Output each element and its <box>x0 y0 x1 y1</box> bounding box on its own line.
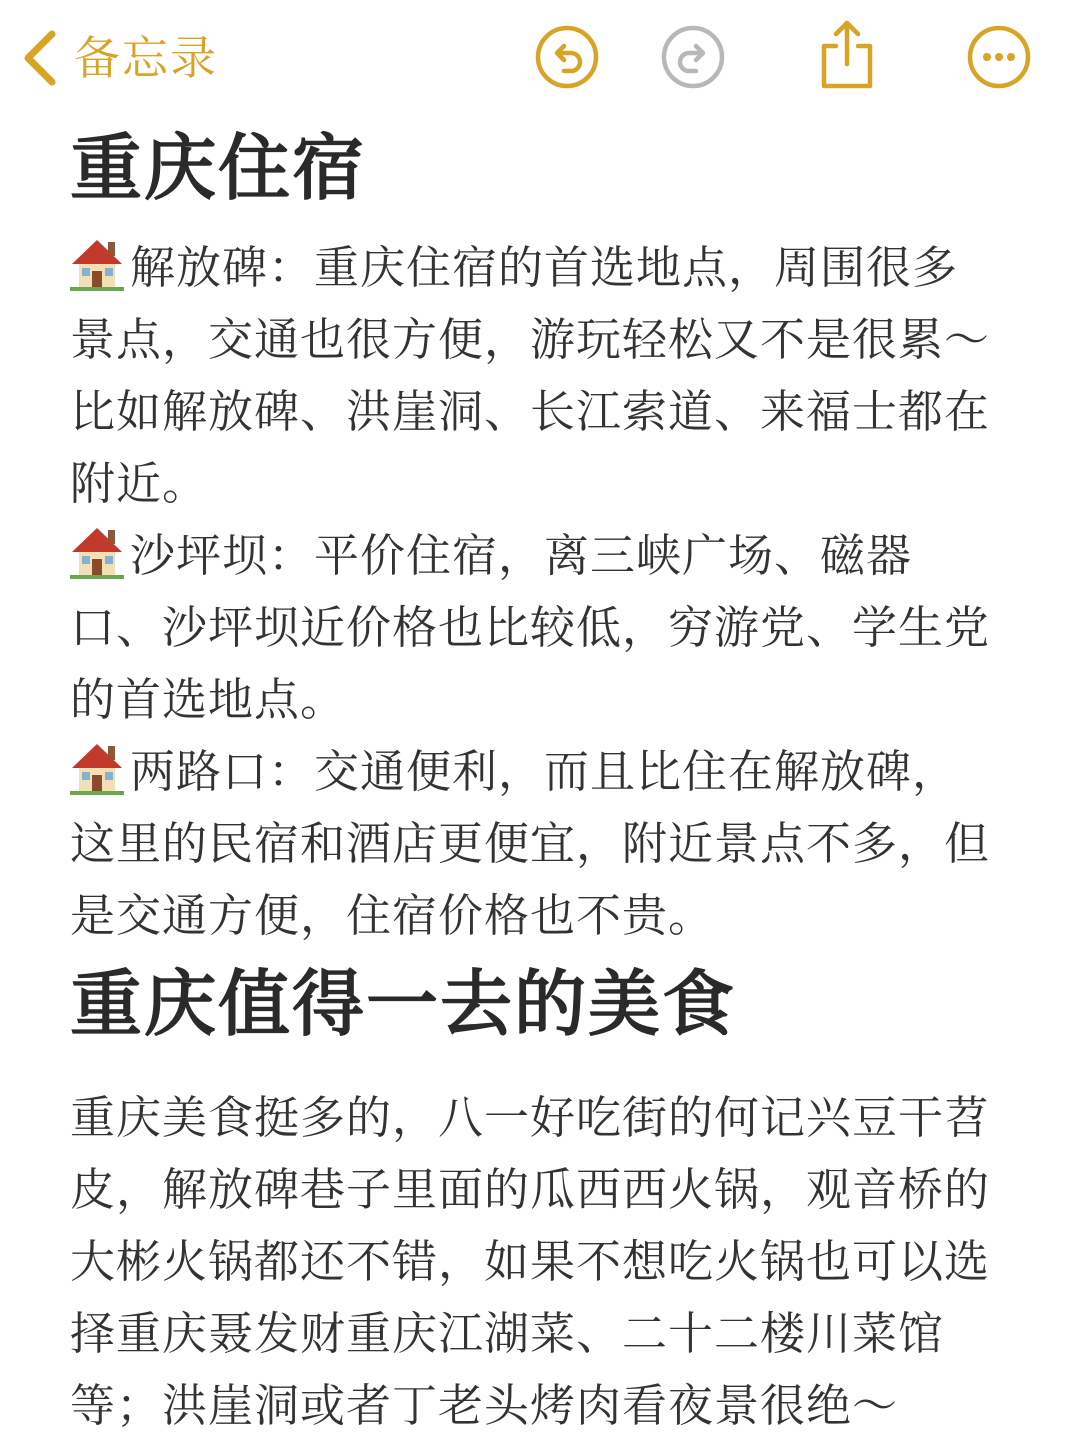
accommodation-item-lianglukou <box>70 736 1020 952</box>
text-line: 这里的民宿和酒店更便宜，附近景点不多，但 <box>70 817 991 870</box>
undo-icon <box>534 24 600 90</box>
heading-accommodation: 重庆住宿 <box>70 126 367 210</box>
text-line: 景点，交通也很方便，游玩轻松又不是很累～ <box>70 313 991 366</box>
share-icon <box>814 18 880 92</box>
text-line: 附近。 <box>70 457 209 510</box>
share-button[interactable] <box>814 18 880 92</box>
text-line: 择重庆聂发财重庆江湖菜、二十二楼川菜馆 <box>70 1307 945 1360</box>
item-text: 沙坪坝：平价住宿，离三峡广场、磁器 <box>130 529 913 582</box>
accommodation-item-shapingba <box>70 520 1020 736</box>
text-line: 的首选地点。 <box>70 673 347 726</box>
more-button[interactable] <box>966 24 1032 90</box>
text-line: 口、沙坪坝近价格也比较低，穷游党、学生党 <box>70 601 991 654</box>
redo-button[interactable] <box>660 24 726 90</box>
text-line: 是交通方便，住宿价格也不贵。 <box>70 889 715 942</box>
accommodation-item-jiefangbei <box>70 232 1020 520</box>
house-icon <box>70 525 124 579</box>
text-line: 大彬火锅都还不错，如果不想吃火锅也可以选 <box>70 1235 991 1288</box>
text-line <box>70 736 1020 808</box>
more-icon <box>966 24 1032 90</box>
text-line: 皮，解放碑巷子里面的瓜西西火锅，观音桥的 <box>70 1163 991 1216</box>
text-line <box>70 232 1020 304</box>
back-button[interactable] <box>20 22 218 94</box>
note-content[interactable] <box>70 118 1020 1442</box>
back-label: 备忘录 <box>74 31 218 85</box>
item-text: 解放碑：重庆住宿的首选地点，周围很多 <box>130 241 959 294</box>
text-line: 比如解放碑、洪崖洞、长江索道、来福士都在 <box>70 385 991 438</box>
house-icon <box>70 741 124 795</box>
navigation-bar <box>0 0 1080 118</box>
house-icon <box>70 237 124 291</box>
undo-button[interactable] <box>534 24 600 90</box>
chevron-left-icon <box>20 28 60 88</box>
text-line: 重庆美食挺多的，八一好吃街的何记兴豆干苕 <box>70 1091 991 1144</box>
food-paragraph <box>70 1082 1020 1442</box>
text-line: 等；洪崖洞或者丁老头烤肉看夜景很绝～ <box>70 1379 899 1432</box>
item-text: 两路口：交通便利，而且比住在解放碑， <box>130 745 959 798</box>
redo-icon <box>660 24 726 90</box>
text-line <box>70 520 1020 592</box>
heading-food: 重庆值得一去的美食 <box>70 962 737 1046</box>
